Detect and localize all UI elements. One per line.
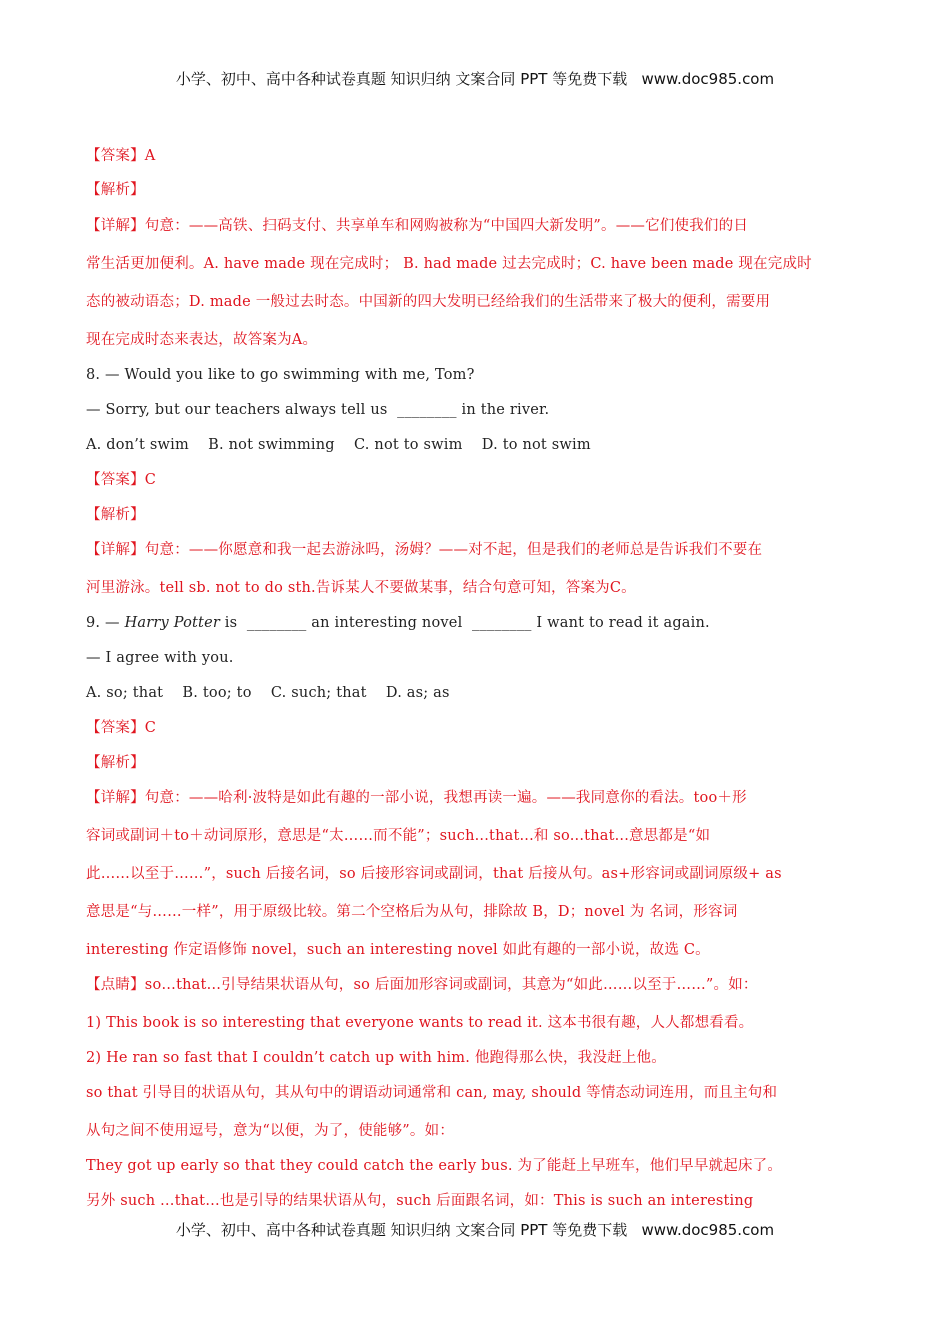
q9-rest: is ________ an interesting novel ________ I want to read it again.	[219, 615, 710, 631]
q9-prefix: 9. —	[86, 615, 125, 631]
tip-line: 【点睛】so…that…引导结果状语从句，so 后面加形容词或副词，其意为“如此……以至于……”。如：	[86, 977, 758, 993]
page-footer: 小学、初中、高中各种试卷真题 知识归纳 文案合同 PPT 等免费下载 www.doc985.com	[175, 1221, 775, 1239]
answer-line: 【答案】C	[86, 720, 157, 736]
tip-line: They got up early so that they could catch the early bus. 为了能赶上早班车，他们早早就起床了。	[86, 1158, 783, 1174]
explanation-line: 【详解】句意：——你愿意和我一起去游泳吗，汤姆？——对不起，但是我们的老师总是告诉我们不要在	[86, 542, 763, 558]
explanation-line: 容词或副词＋to＋动词原形，意思是“太……而不能”；such...that...和 so...that...意思都是“如	[86, 828, 711, 844]
answer-line: 【答案】A	[86, 148, 156, 164]
explanation-line: 此……以至于……”，such 后接名词，so 后接形容词或副词，that 后接从句。as+形容词或副词原级+ as	[86, 866, 782, 882]
explanation-line: 河里游泳。tell sb. not to do sth.告诉某人不要做某事，结合句意可知，答案为C。	[86, 580, 636, 596]
tip-line: 2) He ran so fast that I couldn’t catch up with him. 他跑得那么快，我没赶上他。	[86, 1050, 666, 1066]
answer-line: 【答案】C	[86, 472, 157, 488]
explanation-line: interesting 作定语修饰 novel，such an interesting novel 如此有趣的一部小说，故选 C。	[86, 942, 710, 958]
tip-line: 1) This book is so interesting that everyone wants to read it. 这本书很有趣，人人都想看看。	[86, 1015, 754, 1031]
page-header: 小学、初中、高中各种试卷真题 知识归纳 文案合同 PPT 等免费下载 www.doc985.com	[175, 70, 775, 88]
question-9	[86, 613, 876, 633]
explanation-line: 【详解】句意：——高铁、扫码支付、共享单车和网购被称为“中国四大新发明”。——它们使我们的日	[86, 218, 749, 234]
analysis-label: 【解析】	[86, 182, 145, 198]
explanation-line: 【详解】句意：——哈利·波特是如此有趣的一部小说，我想再读一遍。——我同意你的看法。too＋形	[86, 790, 747, 806]
explanation-line: 意思是“与……一样”，用于原级比较。第二个空格后为从句，排除故 B，D；novel 为 名词，形容词	[86, 904, 738, 920]
tip-line: 从句之间不使用逗号，意为“以便，为了，使能够”。如：	[86, 1123, 455, 1139]
question-8-line2: — Sorry, but our teachers always tell us ________ in the river.	[86, 402, 550, 418]
question-8: 8. — Would you like to go swimming with me, Tom?	[86, 367, 475, 383]
tip-line: 另外 such …that…也是引导的结果状语从句，such 后面跟名词，如：This is such an interesting	[86, 1193, 754, 1209]
analysis-label: 【解析】	[86, 755, 145, 771]
question-9-options: A. so; that B. too; to C. such; that D. as; as	[86, 685, 450, 701]
explanation-line: 常生活更加便利。A. have made 现在完成时； B. had made 过去完成时；C. have been made 现在完成时	[86, 256, 812, 272]
explanation-line: 现在完成时态来表达，故答案为A。	[86, 332, 318, 348]
question-8-options: A. don’t swim B. not swimming C. not to swim D. to not swim	[86, 437, 591, 453]
q9-book-title: Harry Potter	[124, 615, 220, 631]
analysis-label: 【解析】	[86, 507, 145, 523]
question-9-line2: — I agree with you.	[86, 650, 234, 666]
explanation-line: 态的被动语态；D. made 一般过去时态。中国新的四大发明已经给我们的生活带来了极大的便利，需要用	[86, 294, 771, 310]
tip-line: so that 引导目的状语从句，其从句中的谓语动词通常和 can, may, should 等情态动词连用，而且主句和	[86, 1085, 778, 1101]
